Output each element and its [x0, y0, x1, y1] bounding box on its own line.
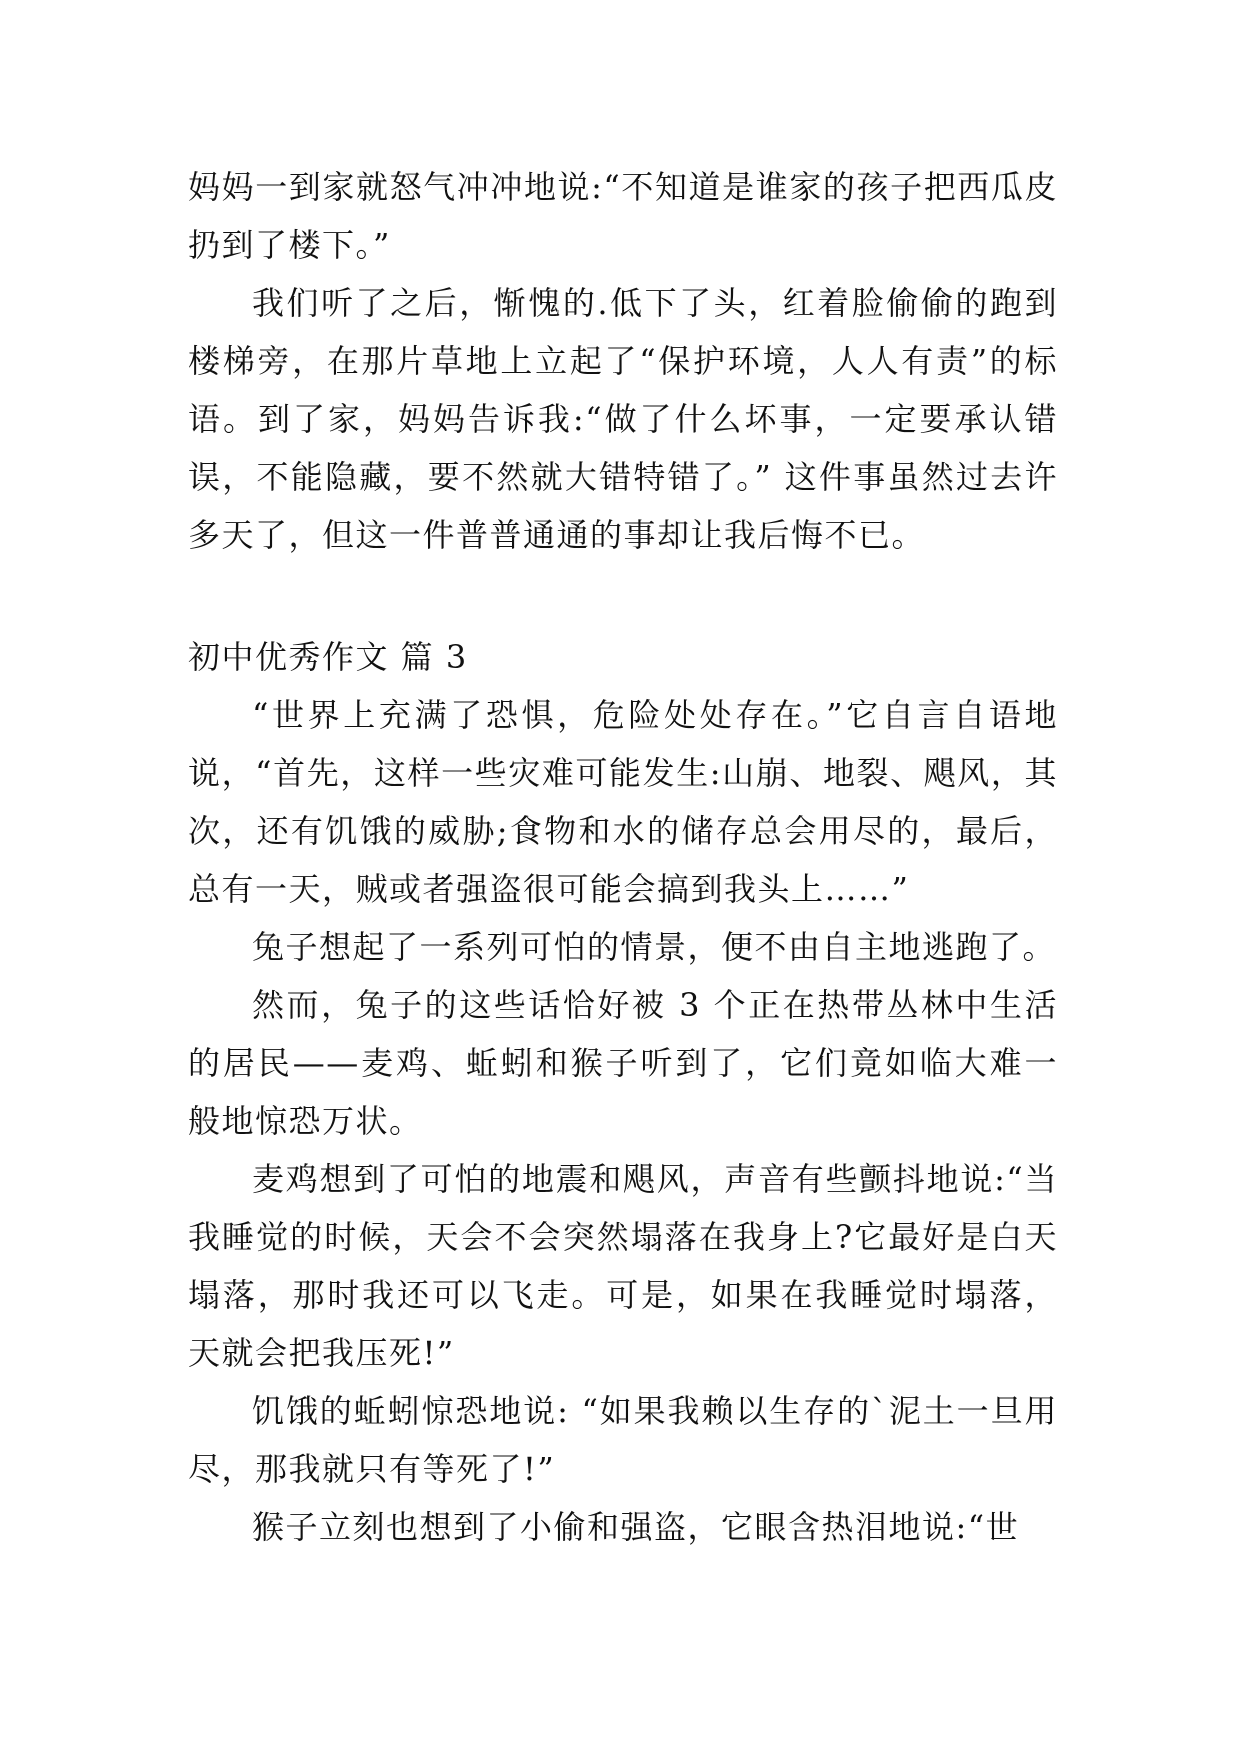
paragraph-rabbit-fears: “世界上充满了恐惧，危险处处存在。”它自言自语地说，“首先，这样一些灾难可能发生:山崩、地裂、飓风，其次，还有饥饿的威胁;食物和水的储存总会用尽的，最后，总有一天，贼或者强盗很可能会搞到我头上……”: [188, 696, 1058, 908]
paragraph-lapwing: 麦鸡想到了可怕的地震和飓风，声音有些颤抖地说:“当我睡觉的时候，天会不会突然塌落在我身上?它最好是白天塌落，那时我还可以飞走。可是，如果在我睡觉时塌落，天就会把我压死!”: [188, 1160, 1058, 1372]
paragraph-apology: 我们听了之后，惭愧的.低下了头，红着脸偷偷的跑到楼梯旁，在那片草地上立起了“保护环境，人人有责”的标语。到了家，妈妈告诉我:“做了什么坏事，一定要承认错误，不能隐藏，要不然就大错特错了。” 这件事虽然过去许多天了，但这一件普普通通的事却让我后悔不已。: [188, 284, 1058, 554]
essay-section: [188, 628, 1058, 1556]
paragraph-residents-hear: 然而，兔子的这些话恰好被 3 个正在热带丛林中生活的居民——麦鸡、蚯蚓和猴子听到了，它们竟如临大难一般地惊恐万状。: [188, 986, 1058, 1140]
continued-text-block: [188, 158, 1058, 564]
paragraph-mother-arrives: 妈妈一到家就怒气冲冲地说:“不知道是谁家的孩子把西瓜皮扔到了楼下。”: [188, 168, 1058, 264]
paragraph-rabbit-runs: 兔子想起了一系列可怕的情景，便不由自主地逃跑了。: [252, 928, 1057, 966]
paragraph-earthworm: 饥饿的蚯蚓惊恐地说: “如果我赖以生存的`泥土一旦用尽，那我就只有等死了!”: [188, 1392, 1058, 1488]
paragraph-monkey: 猴子立刻也想到了小偷和强盗，它眼含热泪地说:“世: [252, 1508, 1020, 1546]
essay-title: 初中优秀作文 篇 3: [188, 638, 468, 676]
